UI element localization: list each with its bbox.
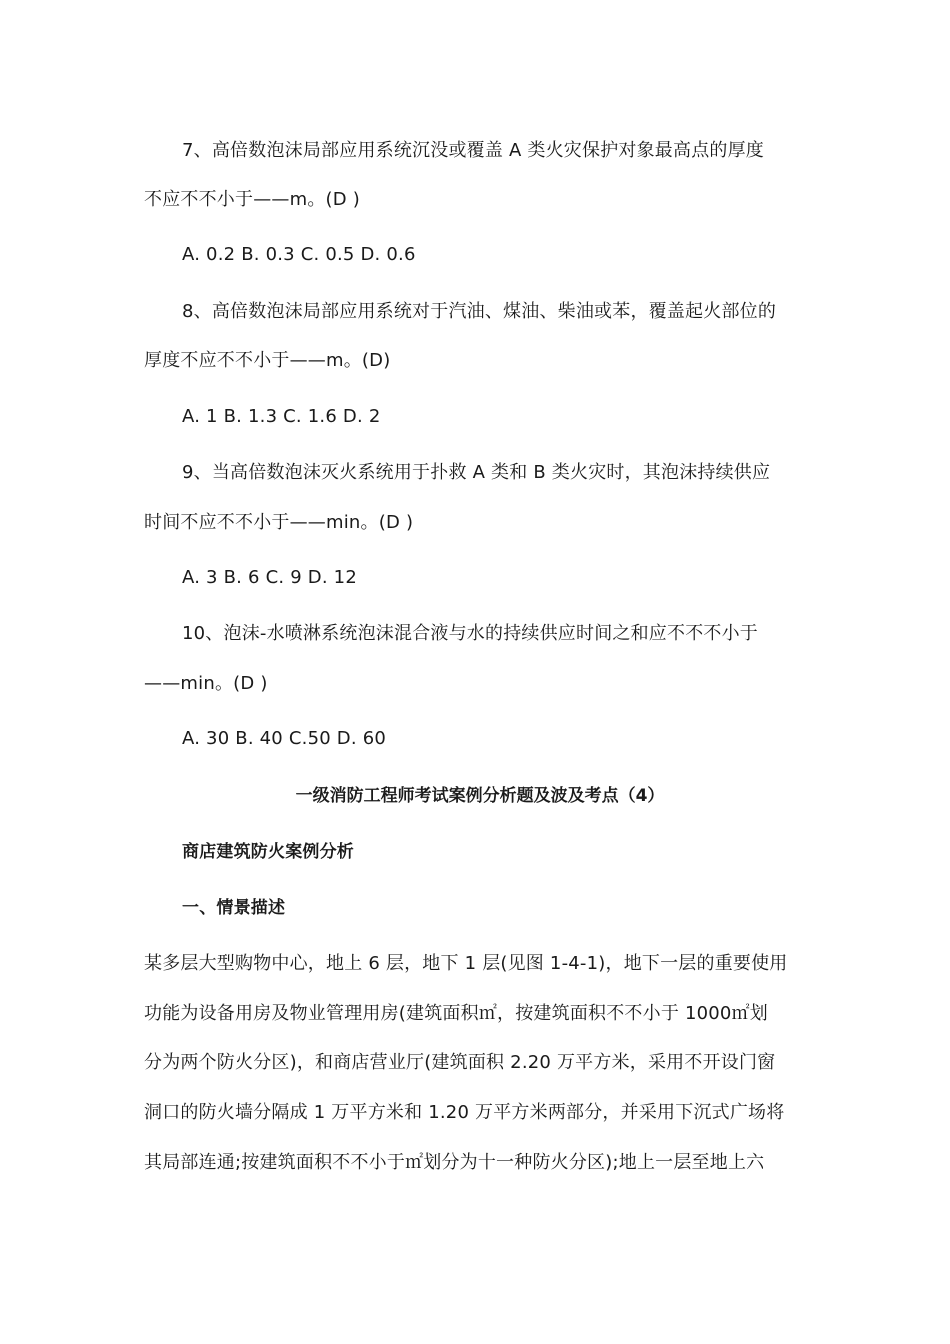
question-7-text-line2: 不应不不小于——m。(D ) <box>144 189 360 210</box>
question-8-options: A. 1 B. 1.3 C. 1.6 D. 2 <box>182 406 381 427</box>
paragraph-line-4: 洞口的防火墙分隔成 1 万平方米和 1.20 万平方米两部分，并采用下沉式广场将 <box>144 1102 785 1123</box>
paragraph-line-1: 某多层大型购物中心，地上 6 层，地下 1 层(见图 1-4-1)，地下一层的重要使用 <box>144 953 788 974</box>
section-title: 一级消防工程师考试案例分析题及波及考点（4） <box>295 786 665 806</box>
question-8-text-line1: 8、高倍数泡沫局部应用系统对于汽油、煤油、柴油或苯，覆盖起火部位的 <box>182 301 777 322</box>
question-7-text-line1: 7、高倍数泡沫局部应用系统沉没或覆盖 A 类火灾保护对象最高点的厚度 <box>182 140 765 161</box>
question-9-text-line2: 时间不应不不小于——min。(D ) <box>144 512 414 533</box>
paragraph-line-2: 功能为设备用房及物业管理用房(建筑面积㎡，按建筑面积不不小于 1000㎡划 <box>144 1003 768 1024</box>
question-10-text-line2: ——min。(D ) <box>144 673 268 694</box>
subsection-title: 一、情景描述 <box>182 898 286 918</box>
question-9-options: A. 3 B. 6 C. 9 D. 12 <box>182 567 357 588</box>
question-7-options: A. 0.2 B. 0.3 C. 0.5 D. 0.6 <box>182 244 416 265</box>
case-title: 商店建筑防火案例分析 <box>182 842 354 862</box>
question-10-text-line1: 10、泡沫-水喷淋系统泡沫混合液与水的持续供应时间之和应不不不小于 <box>182 623 758 644</box>
question-9-text-line1: 9、当高倍数泡沫灭火系统用于扑救 A 类和 B 类火灾时，其泡沫持续供应 <box>182 462 771 483</box>
paragraph-line-5: 其局部连通;按建筑面积不不小于㎡划分为十一种防火分区);地上一层至地上六 <box>144 1152 765 1173</box>
question-8-text-line2: 厚度不应不不小于——m。(D) <box>144 350 391 371</box>
paragraph-line-3: 分为两个防火分区)，和商店营业厅(建筑面积 2.20 万平方米，采用不开设门窗 <box>144 1052 776 1073</box>
question-10-options: A. 30 B. 40 C.50 D. 60 <box>182 728 387 749</box>
